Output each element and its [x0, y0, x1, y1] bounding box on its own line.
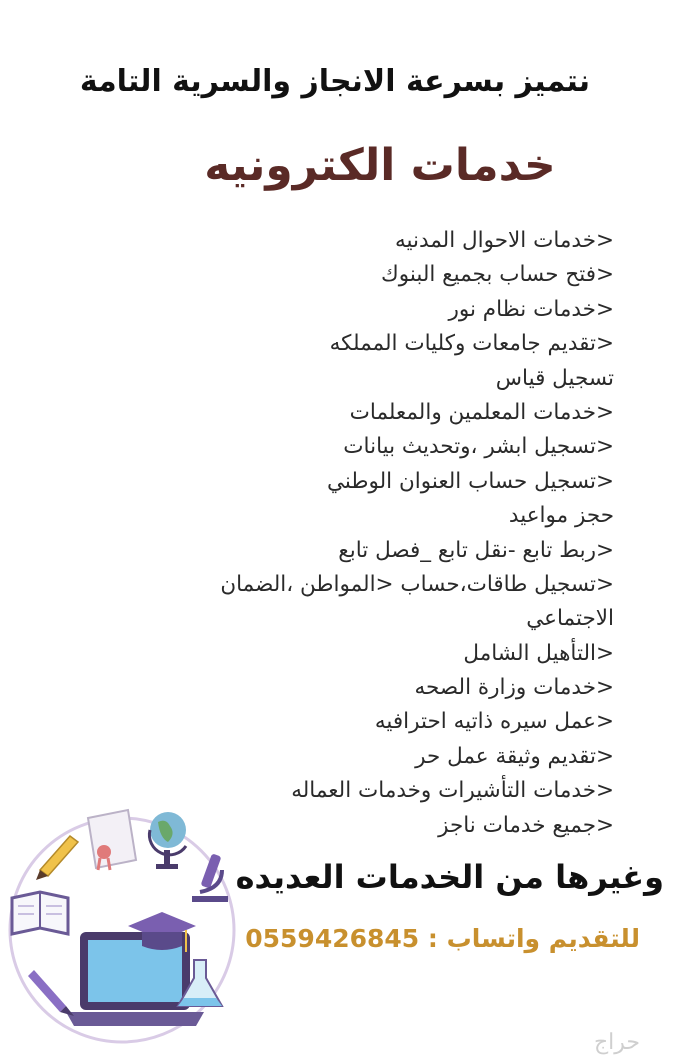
contact-line [245, 924, 640, 953]
services-list [94, 224, 614, 843]
list-item: <خدمات التأشيرات وخدمات العماله [291, 778, 614, 804]
list-item: تسجيل قياس [495, 365, 614, 391]
list-item: <تقديم وثيقة عمل حر [415, 743, 614, 769]
watermark: حراج [593, 1030, 640, 1055]
list-item: <خدمات وزارة الصحه [414, 675, 614, 701]
list-item: <تقديم جامعات وكليات المملكه [329, 331, 614, 357]
more-services-text: وغيرها من الخدمات العديده [235, 858, 664, 896]
phone-number[interactable]: 0559426845 [245, 924, 420, 953]
list-item: <تسجيل حساب العنوان الوطني [327, 468, 614, 494]
pencil-icon [36, 836, 78, 880]
list-item: <التأهيل الشامل [463, 640, 614, 666]
microscope-icon [192, 853, 228, 902]
laptop-icon [66, 932, 204, 1026]
page-title: خدمات الكترونيه [204, 140, 556, 191]
tagline: نتميز بسرعة الانجاز والسرية التامة [79, 64, 591, 99]
education-illustration [0, 800, 260, 1063]
list-item: <خدمات المعلمين والمعلمات [349, 399, 614, 425]
list-item: <ربط تابع -نقل تابع _فصل تابع [338, 537, 614, 563]
pen-icon [28, 970, 74, 1016]
list-item: <تسجيل ابشر ،وتحديث بيانات [343, 434, 614, 460]
book-icon [12, 892, 68, 934]
list-item: <خدمات نظام نور [448, 296, 614, 322]
list-item: <جميع خدمات ناجز [438, 812, 614, 838]
list-item: الاجتماعي [526, 606, 614, 632]
list-item: حجز مواعيد [508, 503, 614, 529]
list-item: <فتح حساب بجميع البنوك [381, 262, 614, 288]
globe-icon [149, 812, 186, 869]
list-item: <تسجيل طاقات،حساب <المواطن ،الضمان [220, 571, 614, 597]
scroll-icon [88, 810, 136, 870]
list-item: <عمل سيره ذاتيه احترافيه [374, 709, 614, 735]
list-item: <خدمات الاحوال المدنيه [394, 228, 614, 253]
contact-label: للتقديم واتساب : [427, 924, 640, 953]
